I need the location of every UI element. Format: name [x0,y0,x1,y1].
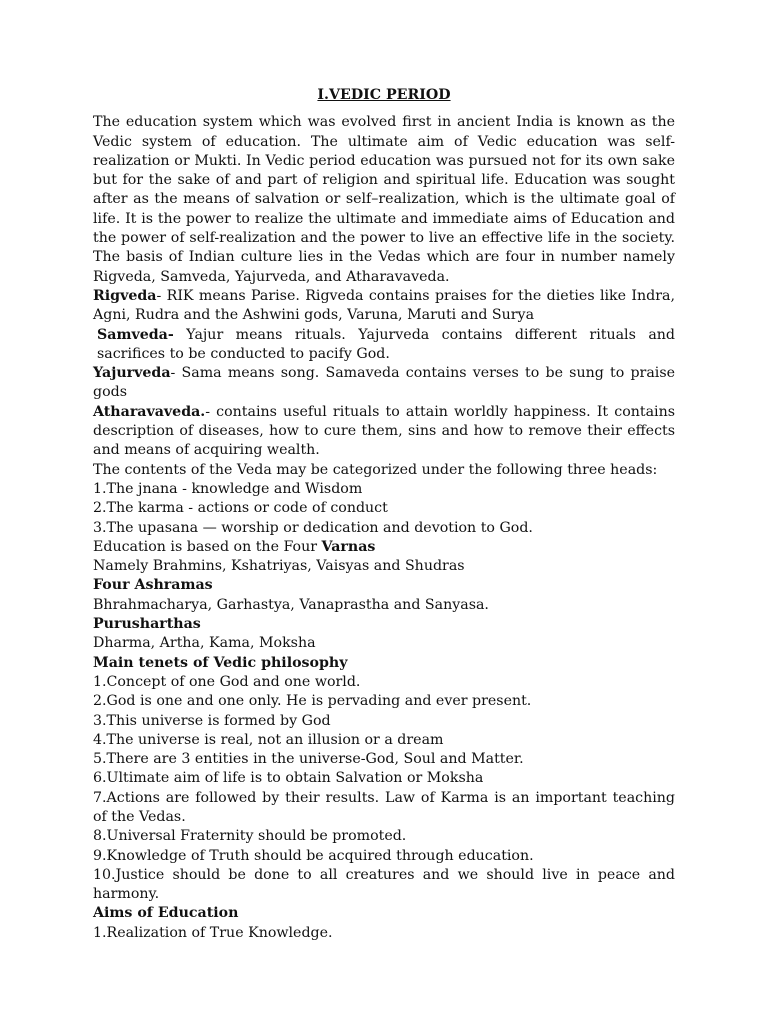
document-body [93,86,675,943]
tenet-item: 2.God is one and one only. He is pervading and ever present. [93,693,532,710]
veda-term: Yajurveda [93,365,171,382]
tenet-item: 9.Knowledge of Truth should be acquired through education. [93,847,534,864]
veda-description: Yajur means rituals. Yajurveda contains different rituals and sacrifices to be conducted to pacify God. [97,326,675,362]
tenet-item: 3.This universe is formed by God [93,712,331,729]
page-title: I.VEDIC PERIOD [317,87,451,103]
aims-heading-text: Aims of Education [93,905,239,922]
tenet-item: 10.Justice should be done to all creatures and we should live in peace and harmony. [93,866,675,903]
veda-description: - Sama means song. Samaveda contains verses to be sung to praise gods [93,365,675,401]
veda-atharavaveda [93,403,675,461]
aims-heading [93,904,675,923]
varnas-line [93,538,675,557]
tenets-heading [93,654,675,673]
ashramas-heading-text: Four Ashramas [93,577,213,594]
veda-yajurveda [93,364,675,403]
tenet-item: 8.Universal Fraternity should be promoted. [93,828,407,845]
varnas-term: Varnas [321,538,376,555]
ashramas-heading [93,576,675,595]
intro-paragraph: The education system which was evolved first in ancient India is known as the Vedic system of education. The ultimate aim of Vedic education was self-realization or Mukti. In Vedic period education was pursued not for its own sake but for the sake of and part of religion and spiritual life. Education was sought after as the means of salvation or self–realization, which is the ultimate goal of life. It is the power to realize the ultimate and immediate aims of Education and the power of self-realization and the power to live an effective life in the society. The basis of Indian culture lies in the Vedas which are four in number namely Rigveda, Samveda, Yajurveda, and Atharavaveda. [93,114,675,285]
tenets-heading-text: Main tenets of Vedic philosophy [93,654,348,671]
tenet-item: 5.There are 3 entities in the universe-God, Soul and Matter. [93,751,524,768]
head-item: 2.The karma - actions or code of conduct [93,500,388,517]
contents-intro: The contents of the Veda may be categorized under the following three heads: [93,461,658,478]
tenet-item: 4.The universe is real, not an illusion or a dream [93,731,444,748]
veda-term: Rigveda [93,287,157,304]
ashramas-list: Bhrahmacharya, Garhastya, Vanaprastha and Sanyasa. [93,596,489,613]
varnas-prefix: Education is based on the Four [93,538,322,555]
veda-samveda [93,326,675,365]
veda-term: Samveda- [97,326,174,343]
veda-description: - RIK means Parise. Rigveda contains praises for the dieties like Indra, Agni, Rudra and the Ashwini gods, Varuna, Maruti and Surya [93,287,675,324]
tenet-item: 7.Actions are followed by their results. Law of Karma is an important teaching of the Vedas. [93,789,675,825]
veda-term: Atharavaveda. [93,403,206,420]
veda-description: - contains useful rituals to attain worldly happiness. It contains description of diseases, how to cure them, sins and how to remove their effects and means of acquiring wealth. [93,403,675,459]
aim-item: 1.Realization of True Knowledge. [93,924,333,941]
head-item: 3.The upasana — worship or dedication and devotion to God. [93,519,533,536]
head-item: 1.The jnana - knowledge and Wisdom [93,480,363,497]
tenet-item: 1.Concept of one God and one world. [93,673,361,690]
veda-rigveda [93,287,675,326]
purusharthas-heading-text: Purusharthas [93,616,201,633]
tenet-item: 6.Ultimate aim of life is to obtain Salvation or Moksha [93,770,484,787]
purusharthas-heading [93,615,675,634]
purusharthas-list: Dharma, Artha, Kama, Moksha [93,635,316,652]
varnas-list: Namely Brahmins, Kshatriyas, Vaisyas and Shudras [93,558,465,575]
